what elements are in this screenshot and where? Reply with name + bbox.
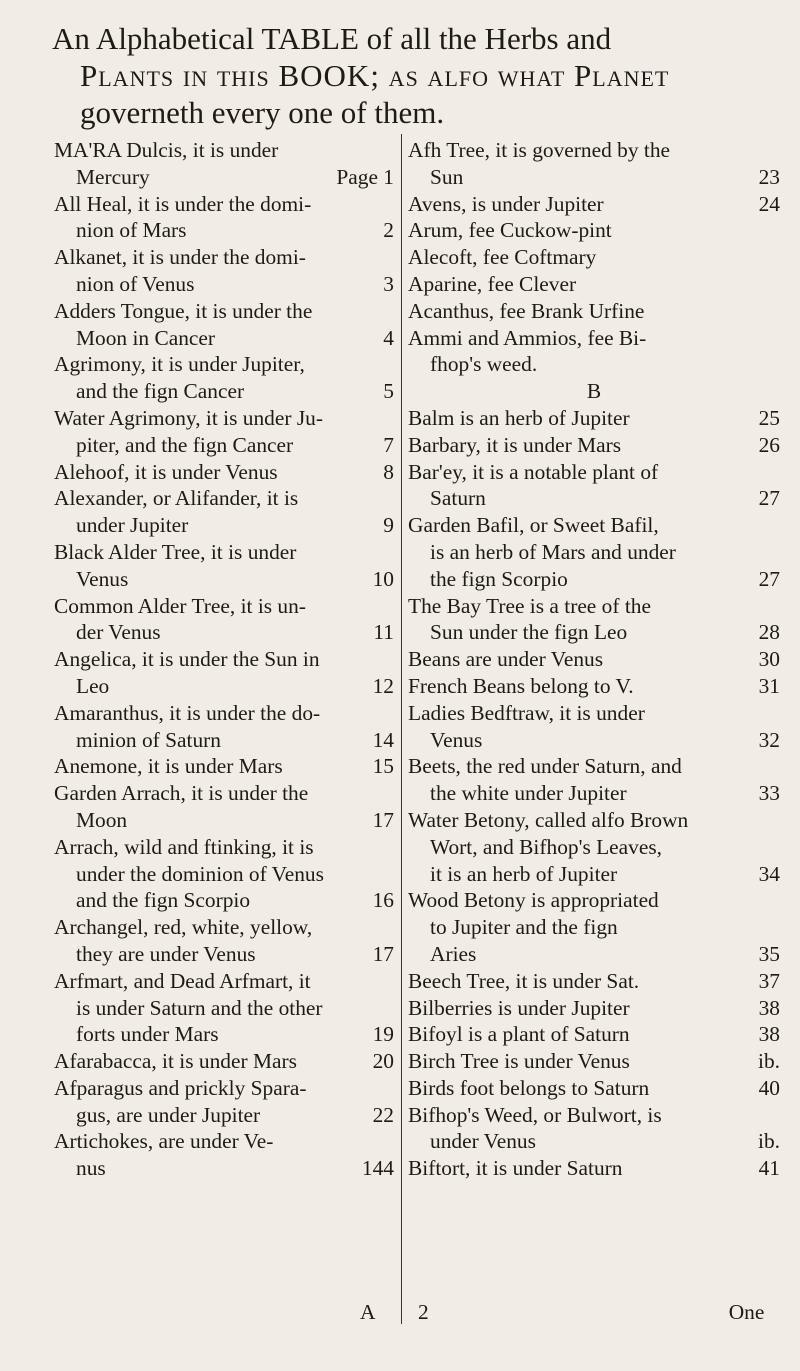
- entry-line: [54, 191, 394, 218]
- entry-page-number: 10: [372, 566, 394, 591]
- entry-text: Water Agrimony, it is under Ju-: [54, 405, 323, 430]
- entry-text: to Jupiter and the fign: [430, 915, 618, 940]
- entry-text: Arfmart, and Dead Arfmart, it: [54, 968, 311, 993]
- entry-page-number: 8: [383, 459, 394, 484]
- entry-text: Leo: [76, 673, 110, 698]
- entry-page-number: 12: [372, 673, 394, 698]
- entry-page-number: 23: [758, 164, 780, 189]
- entry-text: under the dominion of Venus: [76, 861, 324, 886]
- entry-line: [54, 244, 394, 271]
- entry-text: Beech Tree, it is under Sat.: [408, 968, 640, 993]
- entry-text: Aparine, fee Clever: [408, 271, 577, 296]
- index-entry: [408, 271, 780, 298]
- entry-text: der Venus: [76, 620, 161, 645]
- entry-text: and the fign Scorpio: [76, 888, 251, 913]
- entry-line: [54, 459, 394, 486]
- entry-line: [54, 914, 394, 941]
- entry-line: [54, 968, 394, 995]
- entry-text: Bilberries is under Jupiter: [408, 995, 630, 1020]
- index-entry: [408, 593, 780, 647]
- entry-line: [408, 914, 780, 941]
- entry-text: Archangel, red, white, yellow,: [54, 915, 313, 940]
- entry-text: is under Saturn and the other: [76, 995, 323, 1020]
- entry-text: Artichokes, are under Ve-: [54, 1129, 274, 1154]
- entry-text: forts under Mars: [76, 1022, 219, 1047]
- entry-text: Venus: [430, 727, 483, 752]
- entry-text: Adders Tongue, it is under the: [54, 298, 313, 323]
- entry-page-number: 3: [383, 271, 394, 296]
- entry-line: [54, 137, 394, 164]
- entry-line: [54, 1075, 394, 1102]
- entry-page-number: 27: [758, 566, 780, 591]
- entry-text: gus, are under Jupiter: [76, 1102, 261, 1127]
- entry-page-number: 25: [758, 405, 780, 430]
- entry-text: The Bay Tree is a tree of the: [408, 593, 651, 618]
- entry-page-number: 2: [383, 218, 394, 243]
- entry-page-number: 9: [383, 513, 394, 538]
- entry-text: Afparagus and prickly Spara-: [54, 1075, 307, 1100]
- entry-line: [54, 512, 394, 539]
- entry-line: [408, 1155, 780, 1182]
- entry-page-number: 16: [372, 888, 394, 913]
- entry-text: Mercury: [76, 164, 150, 189]
- entry-page-number: 33: [758, 781, 780, 806]
- entry-line: [408, 834, 780, 861]
- index-entry: [54, 459, 394, 486]
- entry-line: [408, 941, 780, 968]
- entry-text: Alecoft, fee Coftmary: [408, 245, 597, 270]
- entry-line: [54, 700, 394, 727]
- index-entry: [54, 485, 394, 539]
- entry-line: [408, 217, 780, 244]
- index-entry: [408, 432, 780, 459]
- entry-text: Avens, is under Jupiter: [408, 191, 604, 216]
- entry-text: Aries: [430, 941, 477, 966]
- index-entry: [54, 700, 394, 754]
- entry-text: the fign Scorpio: [430, 566, 568, 591]
- entry-page-number: 40: [758, 1075, 780, 1100]
- entry-text: nus: [76, 1156, 106, 1181]
- entry-line: [54, 753, 394, 780]
- entry-line: [54, 780, 394, 807]
- entry-page-number: [742, 351, 780, 378]
- entry-text: French Beans belong to V.: [408, 673, 634, 698]
- entry-line: [54, 378, 394, 405]
- entry-line: [408, 1128, 780, 1155]
- entry-page-number: 32: [758, 727, 780, 752]
- entry-text: Afarabacca, it is under Mars: [54, 1049, 297, 1074]
- entry-line: [54, 271, 394, 298]
- entry-line: [408, 191, 780, 218]
- index-entry: [408, 673, 780, 700]
- entry-text: Birds foot belongs to Saturn: [408, 1075, 650, 1100]
- entry-text: Anemone, it is under Mars: [54, 754, 283, 779]
- entry-text: Angelica, it is under the Sun in: [54, 647, 320, 672]
- entry-text: Sun: [430, 164, 464, 189]
- entry-page-number: 20: [372, 1049, 394, 1074]
- entry-text: Black Alder Tree, it is under: [54, 539, 297, 564]
- entry-line: [54, 619, 394, 646]
- entry-line: [408, 673, 780, 700]
- entry-line: [54, 807, 394, 834]
- index-entry: [54, 753, 394, 780]
- entry-text: Beets, the red under Saturn, and: [408, 754, 682, 779]
- entry-line: [54, 164, 394, 191]
- index-entry: [54, 298, 394, 352]
- entry-line: [408, 619, 780, 646]
- index-entry: [408, 298, 780, 325]
- entry-line: [408, 1075, 780, 1102]
- index-entry: [408, 1021, 780, 1048]
- entry-page-number: 38: [758, 1022, 780, 1047]
- index-entry: [408, 1048, 780, 1075]
- entry-page-number: ib.: [758, 1129, 780, 1154]
- entry-line: [54, 1155, 394, 1182]
- index-entry: [54, 351, 394, 405]
- entry-line: [408, 700, 780, 727]
- index-entry: [408, 887, 780, 967]
- entry-line: [54, 1128, 394, 1155]
- entry-text: and the fign Cancer: [76, 379, 245, 404]
- entry-text: minion of Saturn: [76, 727, 221, 752]
- index-entry: [408, 405, 780, 432]
- entry-line: [54, 861, 394, 888]
- entry-text: Biftort, it is under Saturn: [408, 1156, 623, 1181]
- entry-text: Bifhop's Weed, or Bulwort, is: [408, 1102, 662, 1127]
- entry-line: [408, 887, 780, 914]
- entry-line: [408, 164, 780, 191]
- entry-text: Afh Tree, it is governed by the: [408, 138, 671, 162]
- entry-line: [408, 137, 780, 164]
- entry-text: Beans are under Venus: [408, 647, 604, 672]
- index-entry: [408, 217, 780, 244]
- entry-page-number: [742, 298, 780, 325]
- entry-text: Acanthus, fee Brank Urfine: [408, 298, 645, 323]
- entry-text: Arum, fee Cuckow-pint: [408, 218, 612, 243]
- entry-text: Wort, and Bifhop's Leaves,: [430, 834, 663, 859]
- entry-text: Saturn: [430, 486, 486, 511]
- index-entry: [54, 137, 394, 191]
- entry-line: [408, 780, 780, 807]
- section-letter-b: B: [586, 379, 602, 404]
- entry-line: [408, 351, 780, 378]
- index-entry: [408, 459, 780, 513]
- entry-text: Balm is an herb of Jupiter: [408, 405, 630, 430]
- entry-text: Water Betony, called alfo Brown: [408, 807, 689, 832]
- index-entry: [408, 646, 780, 673]
- entry-text: under Jupiter: [76, 513, 189, 538]
- index-entry: [408, 1102, 780, 1156]
- entry-line: [408, 727, 780, 754]
- catchword-right: One: [728, 1300, 765, 1324]
- entry-text: Garden Arrach, it is under the: [54, 781, 309, 806]
- index-entry: [54, 244, 394, 298]
- index-entry: [54, 191, 394, 245]
- index-entry: [54, 646, 394, 700]
- index-entry: [54, 968, 394, 1048]
- entry-line: [408, 1021, 780, 1048]
- entry-line: [408, 1102, 780, 1129]
- entry-page-number: [742, 271, 780, 298]
- entry-line: [408, 807, 780, 834]
- entry-text: Ammi and Ammios, fee Bi-: [408, 325, 647, 350]
- right-column-a-entries: [408, 137, 780, 378]
- entry-text: fhop's weed.: [430, 352, 538, 377]
- entry-page-number: 34: [758, 861, 780, 886]
- right-column: [408, 137, 780, 1182]
- index-entry: [54, 834, 394, 914]
- index-entry: [54, 780, 394, 834]
- index-entry: [54, 593, 394, 647]
- index-entry: [408, 700, 780, 754]
- entry-line: [408, 1048, 780, 1075]
- entry-line: [54, 673, 394, 700]
- entry-text: Sun under the fign Leo: [430, 620, 628, 645]
- entry-page-number: 14: [372, 727, 394, 752]
- entry-text: piter, and the fign Cancer: [76, 432, 294, 457]
- entry-page-number: 37: [758, 968, 780, 993]
- index-entry: [54, 914, 394, 968]
- left-column: [54, 137, 394, 1182]
- entry-page-number: 144: [361, 1156, 394, 1181]
- entry-line: [54, 298, 394, 325]
- entry-line: [408, 244, 780, 271]
- entry-page-number: 31: [758, 673, 780, 698]
- entry-line: [54, 432, 394, 459]
- entry-line: [408, 485, 780, 512]
- entry-text: the white under Jupiter: [430, 781, 627, 806]
- entry-page-number: 24: [758, 191, 780, 216]
- entry-line: [54, 325, 394, 352]
- entry-text: Garden Bafil, or Sweet Bafil,: [408, 513, 659, 538]
- entry-line: [54, 1102, 394, 1129]
- entry-page-number: 41: [758, 1156, 780, 1181]
- index-entry: [408, 995, 780, 1022]
- entry-page-number: 28: [758, 620, 780, 645]
- heading-line-2: Plants in this BOOK; as alfo what Planet: [80, 58, 670, 93]
- entry-text: Arrach, wild and ftinking, it is: [54, 834, 314, 859]
- entry-text: Birch Tree is under Venus: [408, 1049, 630, 1074]
- entry-page-number: 38: [758, 995, 780, 1020]
- entry-line: [408, 995, 780, 1022]
- index-entry: [408, 244, 780, 271]
- entry-line: [408, 646, 780, 673]
- entry-line: [408, 753, 780, 780]
- entry-text: Venus: [76, 566, 129, 591]
- entry-page-number: 19: [372, 1022, 394, 1047]
- entry-text: Bar'ey, it is a notable plant of: [408, 459, 659, 484]
- index-entry: [408, 807, 780, 887]
- entry-page-number: 17: [372, 941, 394, 966]
- entry-line: [408, 539, 780, 566]
- entry-page-number: 7: [383, 432, 394, 457]
- entry-page-number: 30: [758, 647, 780, 672]
- index-entry: [408, 191, 780, 218]
- index-entry: [408, 137, 780, 191]
- index-entry: [408, 1155, 780, 1182]
- index-entry: [408, 1075, 780, 1102]
- signature-mark: [418, 1299, 764, 1325]
- entry-line: [54, 834, 394, 861]
- entry-page-number: [742, 244, 780, 271]
- entry-line: [408, 459, 780, 486]
- entry-line: [54, 995, 394, 1022]
- entry-line: [54, 351, 394, 378]
- table-heading: [52, 20, 792, 131]
- entry-line: [54, 566, 394, 593]
- entry-line: [54, 593, 394, 620]
- entry-line: [54, 405, 394, 432]
- entry-line: [408, 271, 780, 298]
- entry-page-number: Page 1: [336, 164, 394, 189]
- entry-text: Moon: [76, 807, 128, 832]
- entry-line: [54, 539, 394, 566]
- entry-line: [54, 646, 394, 673]
- entry-line: [54, 485, 394, 512]
- entry-text: Alehoof, it is under Venus: [54, 459, 278, 484]
- index-entry: [54, 1075, 394, 1129]
- entry-line: [408, 593, 780, 620]
- entry-page-number: [742, 217, 780, 244]
- entry-text: is an herb of Mars and under: [430, 539, 676, 564]
- signature-number: 2: [418, 1300, 429, 1324]
- entry-text: Moon in Cancer: [76, 325, 216, 350]
- entry-text: Ladies Bedftraw, it is under: [408, 700, 645, 725]
- entry-text: Amaranthus, it is under the do-: [54, 700, 321, 725]
- index-entry: [54, 1048, 394, 1075]
- right-column-b-entries: [408, 405, 780, 1182]
- entry-page-number: 17: [372, 807, 394, 832]
- entry-line: [54, 941, 394, 968]
- entry-line: [54, 217, 394, 244]
- index-entry: [408, 325, 780, 379]
- entry-text: Bifoyl is a plant of Saturn: [408, 1022, 630, 1047]
- entry-text: Alexander, or Alifander, it is: [54, 486, 299, 511]
- entry-line: [408, 861, 780, 888]
- column-divider: [401, 134, 402, 1324]
- entry-page-number: 26: [758, 432, 780, 457]
- index-entry: [54, 1128, 394, 1182]
- entry-text: under Venus: [430, 1129, 536, 1154]
- entry-page-number: 11: [373, 620, 394, 645]
- entry-text: nion of Venus: [76, 271, 195, 296]
- entry-text: Agrimony, it is under Jupiter,: [54, 352, 305, 377]
- entry-text: Alkanet, it is under the domi-: [54, 245, 306, 270]
- entry-line: [54, 1021, 394, 1048]
- index-entry: [408, 753, 780, 807]
- catchword-left: A: [360, 1300, 376, 1324]
- entry-line: [54, 1048, 394, 1075]
- entry-line: [408, 405, 780, 432]
- heading-line-1: An Alphabetical TABLE of all the Herbs and: [52, 21, 612, 56]
- entry-page-number: 15: [372, 754, 394, 779]
- entry-line: [54, 727, 394, 754]
- entry-line: [408, 566, 780, 593]
- entry-text: they are under Venus: [76, 941, 256, 966]
- entry-line: [54, 887, 394, 914]
- entry-page-number: 35: [758, 941, 780, 966]
- entry-text: Common Alder Tree, it is un-: [54, 593, 306, 618]
- entry-text: Barbary, it is under Mars: [408, 432, 622, 457]
- entry-line: [408, 325, 780, 352]
- index-entry: [408, 512, 780, 592]
- index-entry: [54, 539, 394, 593]
- entry-text: nion of Mars: [76, 218, 187, 243]
- entry-page-number: ib.: [758, 1049, 780, 1074]
- entry-page-number: 5: [383, 379, 394, 404]
- heading-line-3: governeth every one of them.: [80, 95, 445, 130]
- entry-line: [408, 968, 780, 995]
- entry-text: it is an herb of Jupiter: [430, 861, 618, 886]
- entry-text: All Heal, it is under the domi-: [54, 191, 312, 216]
- entry-line: [408, 512, 780, 539]
- entry-line: [408, 432, 780, 459]
- entry-line: [408, 298, 780, 325]
- index-entry: [54, 405, 394, 459]
- entry-page-number: 22: [372, 1102, 394, 1127]
- index-entry: [408, 968, 780, 995]
- entry-page-number: 27: [758, 486, 780, 511]
- entry-text: Wood Betony is appropriated: [408, 888, 659, 913]
- entry-page-number: 4: [383, 325, 394, 350]
- entry-text: MA'RA Dulcis, it is under: [54, 138, 279, 162]
